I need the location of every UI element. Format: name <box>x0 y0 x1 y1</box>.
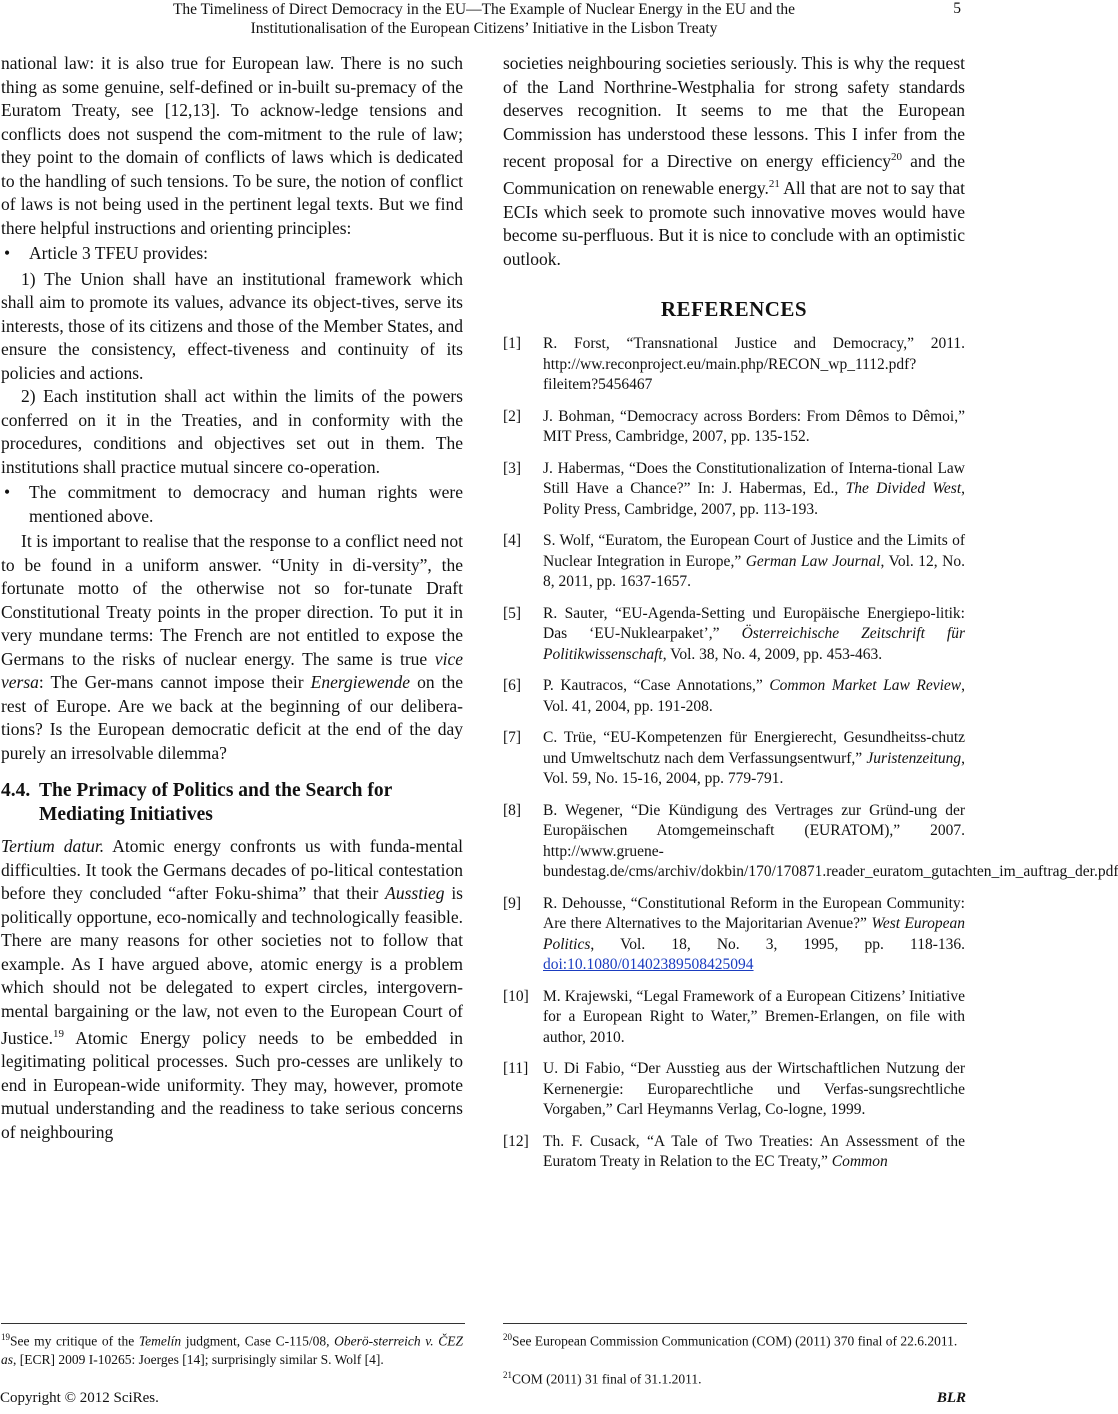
section-heading: 4.4. The Primacy of Politics and the Search for Mediating Initiatives <box>1 780 393 825</box>
reference-item: [11] U. Di Fabio, “Der Ausstieg aus der Wirtschaftlichen Nutzung der Kernenergie: Europarechtliche und Verfas-sungsrechtliche Vorgaben,” Carl Heymanns Verlag, Co-logne, 1999. <box>503 1060 965 1119</box>
paragraph: 2) Each institution shall act within the limits of the powers conferred on it in the Treaties, and in conformity with the procedures, conditions and objectives set out in them. The institutions shall practice mutual sincere co-operation. <box>1 386 463 477</box>
reference-number: [1] <box>503 335 522 353</box>
running-title-line-2: Institutionalisation of the European Citizens’ Initiative in the Lisbon Treaty <box>250 20 718 37</box>
reference-number: [2] <box>503 407 522 425</box>
paragraph: societies neighbouring societies seriously. This is why the request of the Land Northrine-Westphalia for strong safety standards deserves recognition. It seems to me that the European Commission has understood these lessons. This I infer from the recent proposal for a Directive on energy efficiency$^{20}$ and the Communication on renewable energy.$^{21}$ All that are not to say that ECIs which seek to promote such innovative moves would have become su-perfluous. But it is nice to conclude with an optimistic outlook. <box>503 53 965 269</box>
reference-number: [4] <box>503 532 522 550</box>
page-number: 5 <box>953 0 961 17</box>
footnote-20: $^{20}$See European Commission Communication (COM) (2011) 370 final of 22.6.2011. <box>503 1332 958 1349</box>
journal-abbreviation: BLR <box>936 1390 966 1406</box>
reference-item: [9] R. Dehousse, “Constitutional Reform in the European Community: Are there Alternatives to the Majoritarian Avenue?” West European Politics, Vol. 18, No. 3, 1995, pp. 118-136. doi:10.1080/01402389508425094 <box>503 894 966 974</box>
copyright-notice: Copyright © 2012 SciRes. <box>0 1390 159 1406</box>
left-column <box>1 52 463 1144</box>
bullet-icon: • <box>4 482 11 502</box>
reference-number: [8] <box>503 801 522 819</box>
paragraph: national law: it is also true for European law. There is no such thing as some genuine, self-defined or in-built su-premacy of the Euratom Treaty, see [12,13]. To acknow-ledge tensions and conflicts does not suspend the com-mitment to the rule of law; they point to the domain of conflicts of laws which is dedicated to the handling of such tensions. To be sure, the notion of conflict of laws is not being used in the pertinent legal texts. But we find there helpful instructions and orienting principles: <box>1 53 463 238</box>
paragraph: Tertium datur. Atomic energy confronts us with funda-mental difficulties. It took the Germans decades of po-litical contestation before they concluded “after Foku-shima” that their Ausstieg is politically opportune, eco-nomically and technologically feasible. There are many reasons for other societies not to follow that example. As I have argued above, atomic energy is a problem which should not be delegated to expert circles, intergovern-mental bargaining or the law, not even to the European Court of Justice.$^{19}$ Atomic Energy policy needs to be embedded in legitimating political processes. Such pro-cesses are unlikely to end in European-wide uniformity. They may, however, promote mutual understanding and the readiness to take serious concerns of neighbouring <box>1 836 463 1142</box>
reference-item: [3] J. Habermas, “Does the Constitutionalization of Interna-tional Law Still Have a Chance?” In: J. Habermas, Ed., The Divided West, Polity Press, Cambridge, 2007, pp. 113-193. <box>503 459 966 518</box>
reference-number: [7] <box>503 729 522 747</box>
reference-item: [6] P. Kautracos, “Case Annotations,” Common Market Law Review, Vol. 41, 2004, pp. 191-208. <box>503 677 965 715</box>
reference-item: [1] R. Forst, “Transnational Justice and Democracy,” 2011. http://ww.reconproject.eu/main.php/RECON_wp_1112.pdf?fileitem?5456467 <box>503 335 965 394</box>
reference-number: [5] <box>503 604 522 622</box>
footnote-19: $^{19}$See my critique of the Temelín judgment, Case C-115/08, Oberö-sterreich v. ČEZ as, [ECR] 2009 I-10265: Joerges [14]; surprisingly similar S. Wolf [4]. <box>1 1332 463 1367</box>
reference-item: [8] B. Wegener, “Die Kündigung des Vertrages zur Gründ-ung der Europäischen Atomgemeinschaft (EURATOM),” 2007. http://www.gruene-bundestag.de/cms/archiv/dokbin/170/170871.reader_euratom_gutachten_im_auftrag_der.pdf <box>503 801 1118 881</box>
reference-list <box>503 334 1118 1173</box>
reference-number: [10] <box>503 987 529 1005</box>
doi-link[interactable]: doi:10.1080/01402389508425094 <box>543 956 754 974</box>
reference-number: [11] <box>503 1060 529 1078</box>
reference-item: [4] S. Wolf, “Euratom, the European Court of Justice and the Limits of Nuclear Integration in Europe,” German Law Journal, Vol. 12, No. 8, 2011, pp. 1637-1657. <box>503 532 966 591</box>
reference-number: [6] <box>503 677 522 695</box>
reference-number: [3] <box>503 459 522 477</box>
reference-number: [9] <box>503 894 522 912</box>
page-footer <box>0 1390 968 1412</box>
running-header <box>0 0 968 48</box>
footnote-divider <box>1 1323 465 1324</box>
reference-item: [2] J. Bohman, “Democracy across Borders: From Dêmos to Dêmoi,” MIT Press, Cambridge, 2007, pp. 135-152. <box>503 407 965 446</box>
paragraph: 1) The Union shall have an institutional framework which shall aim to promote its values, advance its object-tives, serve its interests, those of its citizens and those of the Member States, and ensure the consistency, effect-tiveness and continuity of its policies and actions. <box>1 268 463 383</box>
running-title-line-1: The Timeliness of Direct Democracy in the EU—The Example of Nuclear Energy in the EU and the <box>172 1 796 18</box>
reference-item: [12] Th. F. Cusack, “A Tale of Two Treaties: An Assessment of the Euratom Treaty in Relation to the EC Treaty,” Common <box>503 1132 965 1171</box>
reference-number: [12] <box>503 1132 529 1150</box>
bullet-icon: • <box>4 243 11 263</box>
paragraph: It is important to realise that the response to a conflict need not to be found in a uniform answer. “Unity in di-versity”, the fortunate motto of the otherwise not so for-tunate Draft Constitutional Treaty points in the proper direction. To put it in very mundane terms: The French are not entitled to expose the Germans to the risks of nuclear energy. The same is true vice versa: The Ger-mans cannot impose their Energiewende on the rest of Europe. Are we back at the beginning of our delibera-tions? Is the European democratic deficit at the end of the day purely an irresolvable dilemma? <box>1 531 463 763</box>
footnote-divider <box>503 1323 967 1324</box>
bullet-item: • The commitment to democracy and human rights were mentioned above. <box>4 482 463 526</box>
reference-item: [10] M. Krajewski, “Legal Framework of a European Citizens’ Initiative for a European Right to Water,” Bremen-Erlangen, on file with author, 2010. <box>503 987 965 1046</box>
reference-item: [7] C. Trüe, “EU-Kompetenzen für Energierecht, Gesundheitss-chutz und Umweltschutz nach dem Verfassungsentwurf,” Juristenzeitung, Vol. 59, No. 15-16, 2004, pp. 779-791. <box>503 729 965 788</box>
bullet-item: • Article 3 TFEU provides: <box>1 242 463 266</box>
right-column <box>503 52 1118 1184</box>
reference-item: [5] R. Sauter, “EU-Agenda-Setting und Europäische Energiepo-litik: Das ‘EU-Nuklearpaket’,” Österreichische Zeitschrift für Politikwissenschaft, Vol. 38, No. 4, 2009, pp. 453-463. <box>503 604 965 663</box>
footnote-21: $^{21}$COM (2011) 31 final of 31.1.2011. <box>503 1370 702 1387</box>
references-heading: REFERENCES <box>660 297 808 322</box>
